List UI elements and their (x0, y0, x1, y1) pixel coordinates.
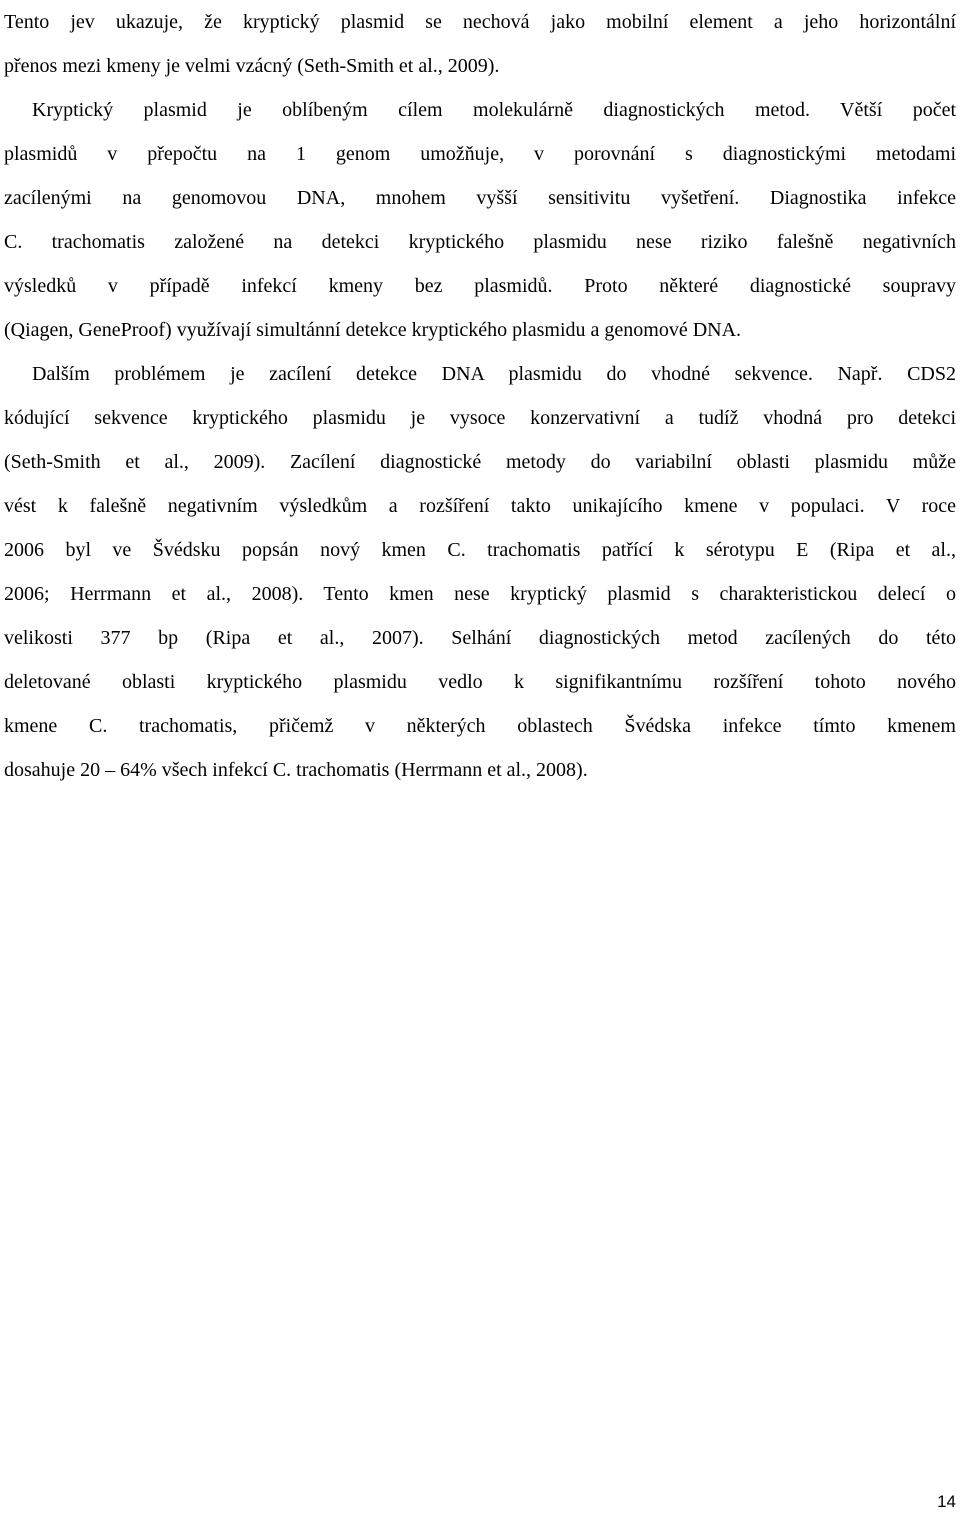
text-line: kódující sekvence kryptického plasmidu je vysoce konzervativní a tudíž vhodná pro detekci (4, 407, 956, 429)
text-line: výsledků v případě infekcí kmeny bez plasmidů. Proto některé diagnostické soupravy (4, 275, 956, 297)
text-line: (Seth-Smith et al., 2009). Zacílení diagnostické metody do variabilní oblasti plasmidu může (4, 451, 956, 473)
text-line: plasmidů v přepočtu na 1 genom umožňuje, v porovnání s diagnostickými metodami (4, 143, 956, 165)
text-line: zacílenými na genomovou DNA, mnohem vyšší sensitivitu vyšetření. Diagnostika infekce (4, 187, 956, 209)
text-line: přenos mezi kmeny je velmi vzácný (Seth-Smith et al., 2009). (4, 55, 500, 77)
text-line: 2006 byl ve Švédsku popsán nový kmen C. trachomatis patřící k sérotypu E (Ripa et al., (4, 539, 956, 561)
text-line: Dalším problémem je zacílení detekce DNA plasmidu do vhodné sekvence. Např. CDS2 (32, 363, 956, 385)
text-line: Kryptický plasmid je oblíbeným cílem molekulárně diagnostických metod. Větší počet (32, 99, 956, 121)
text-line: 2006; Herrmann et al., 2008). Tento kmen nese kryptický plasmid s charakteristickou delecí o (4, 583, 956, 605)
text-line: Tento jev ukazuje, že kryptický plasmid se nechová jako mobilní element a jeho horizontální (4, 11, 956, 33)
text-line: C. trachomatis založené na detekci kryptického plasmidu nese riziko falešně negativních (4, 231, 956, 253)
text-line: deletované oblasti kryptického plasmidu vedlo k signifikantnímu rozšíření tohoto nového (4, 671, 956, 693)
text-line: dosahuje 20 – 64% všech infekcí C. trachomatis (Herrmann et al., 2008). (4, 759, 588, 781)
page-number: 14 (937, 1492, 956, 1511)
text-line: vést k falešně negativním výsledkům a rozšíření takto unikajícího kmene v populaci. V roce (4, 495, 956, 517)
body-text (4, 0, 956, 792)
text-line: velikosti 377 bp (Ripa et al., 2007). Selhání diagnostických metod zacílených do této (4, 627, 956, 649)
text-line: kmene C. trachomatis, přičemž v některých oblastech Švédska infekce tímto kmenem (4, 715, 956, 737)
text-line: (Qiagen, GeneProof) využívají simultánní detekce kryptického plasmidu a genomové DNA. (4, 319, 742, 341)
